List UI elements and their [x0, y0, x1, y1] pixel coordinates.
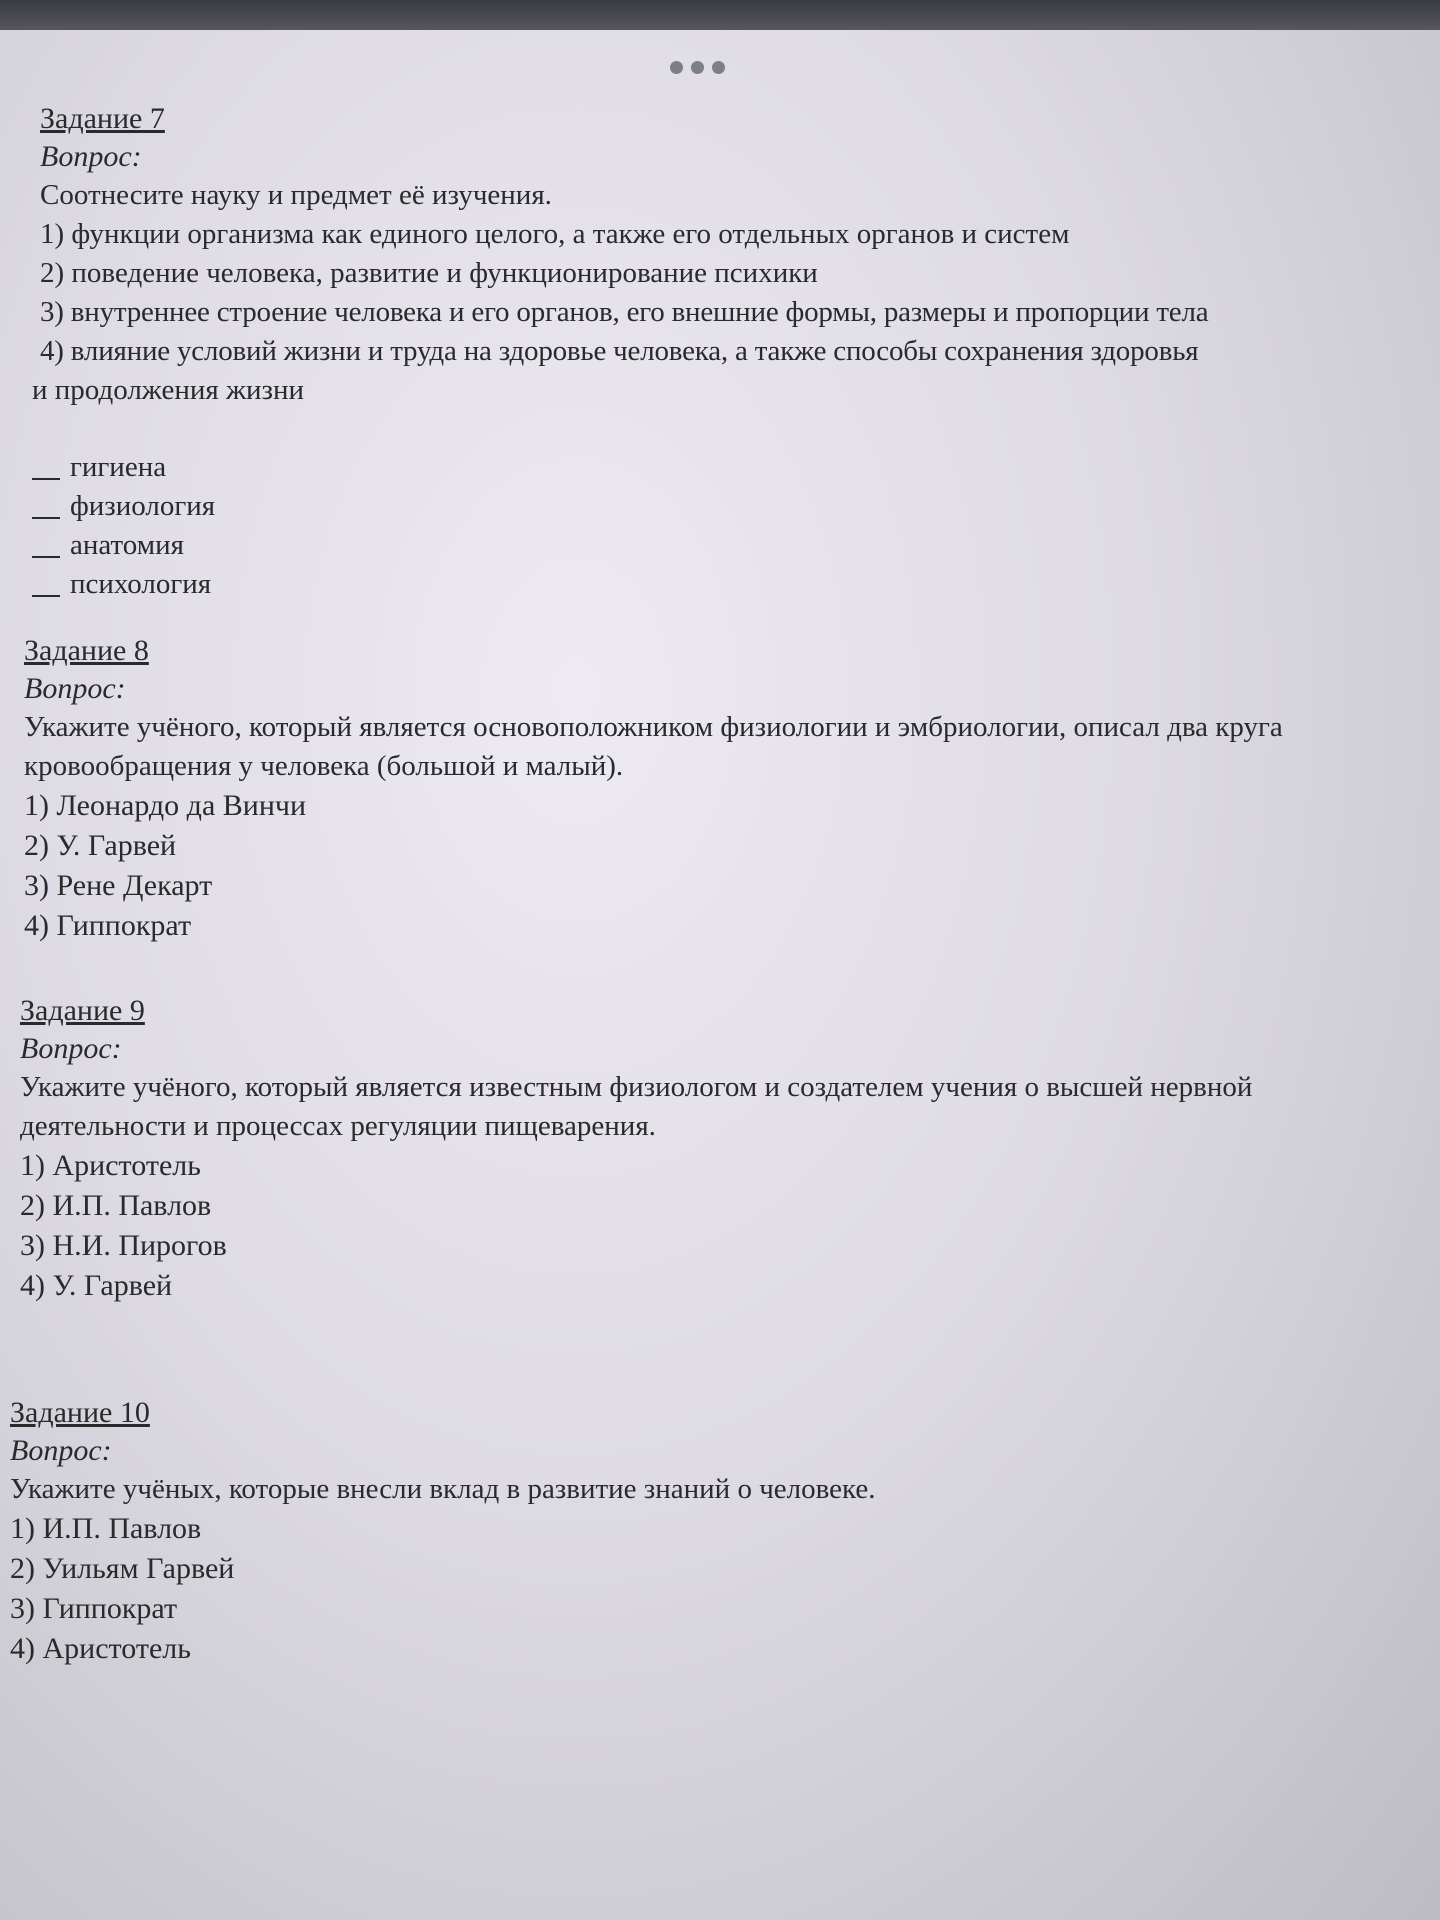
- answer-option[interactable]: 1) Леонардо да Винчи: [24, 789, 307, 822]
- task-title: Задание 10: [10, 1396, 150, 1429]
- answer-blank[interactable]: [32, 448, 60, 480]
- task-8: [24, 632, 1440, 946]
- dot-icon: [712, 61, 725, 74]
- question-label: Вопрос:: [10, 1434, 112, 1467]
- answer-option[interactable]: 3) Рене Декарт: [24, 869, 213, 902]
- answer-option[interactable]: 4) Аристотель: [10, 1632, 191, 1665]
- answer-option[interactable]: 4) Гиппократ: [24, 909, 192, 942]
- task-title: Задание 7: [40, 102, 165, 135]
- answer-list: [32, 448, 1440, 604]
- answer-option[interactable]: 3) Гиппократ: [10, 1592, 178, 1625]
- task-title: Задание 9: [20, 994, 145, 1027]
- match-item: 1) функции организма как единого целого, а также его отдельных органов и систем: [40, 218, 1070, 250]
- answer-row[interactable]: [32, 526, 1440, 565]
- answer-option[interactable]: 1) И.П. Павлов: [10, 1512, 202, 1545]
- question-label: Вопрос:: [40, 140, 142, 173]
- match-item: 2) поведение человека, развитие и функционирование психики: [40, 257, 818, 289]
- answer-option[interactable]: 2) Уильям Гарвей: [10, 1552, 235, 1585]
- question-label: Вопрос:: [20, 1032, 122, 1065]
- answer-option[interactable]: 2) И.П. Павлов: [20, 1189, 212, 1222]
- match-item-continued: и продолжения жизни: [32, 374, 305, 406]
- dot-icon: [691, 61, 704, 74]
- task-9: [20, 992, 1440, 1306]
- match-item: 4) влияние условий жизни и труда на здоровье человека, а также способы сохранения здоровья: [40, 335, 1199, 367]
- answer-option[interactable]: 2) У. Гарвей: [24, 829, 177, 862]
- answer-label: анатомия: [70, 529, 184, 561]
- question-text: Укажите учёного, который является известным физиологом и создателем учения о высшей нервной деятельности и процессах регуляции пищеварения.: [20, 1071, 1253, 1142]
- answer-row[interactable]: [32, 448, 1440, 487]
- task-10: [10, 1394, 1430, 1669]
- task-7: [32, 100, 1440, 604]
- question-text: Укажите учёных, которые внесли вклад в развитие знаний о человеке.: [10, 1473, 876, 1505]
- answer-row[interactable]: [32, 487, 1440, 526]
- match-item: 3) внутреннее строение человека и его органов, его внешние формы, размеры и пропорции тела: [40, 296, 1209, 328]
- answer-option[interactable]: 1) Аристотель: [20, 1149, 201, 1182]
- dot-icon: [670, 61, 683, 74]
- more-menu-icon[interactable]: [670, 61, 725, 74]
- answer-label: психология: [70, 568, 212, 600]
- question-text: Укажите учёного, который является основоположником физиологии и эмбриологии, описал два круга кровообращения у человека (большой и малый).: [24, 711, 1283, 782]
- answer-label: физиология: [70, 490, 216, 522]
- answer-blank[interactable]: [32, 487, 60, 519]
- answer-option[interactable]: 3) Н.И. Пирогов: [20, 1229, 227, 1262]
- answer-blank[interactable]: [32, 526, 60, 558]
- answer-option[interactable]: 4) У. Гарвей: [20, 1269, 173, 1302]
- answer-row[interactable]: [32, 565, 1440, 604]
- task-title: Задание 8: [24, 634, 149, 667]
- question-text: Соотнесите науку и предмет её изучения.: [40, 179, 552, 211]
- answer-label: гигиена: [70, 451, 167, 483]
- answer-blank[interactable]: [32, 565, 60, 597]
- question-label: Вопрос:: [24, 672, 126, 705]
